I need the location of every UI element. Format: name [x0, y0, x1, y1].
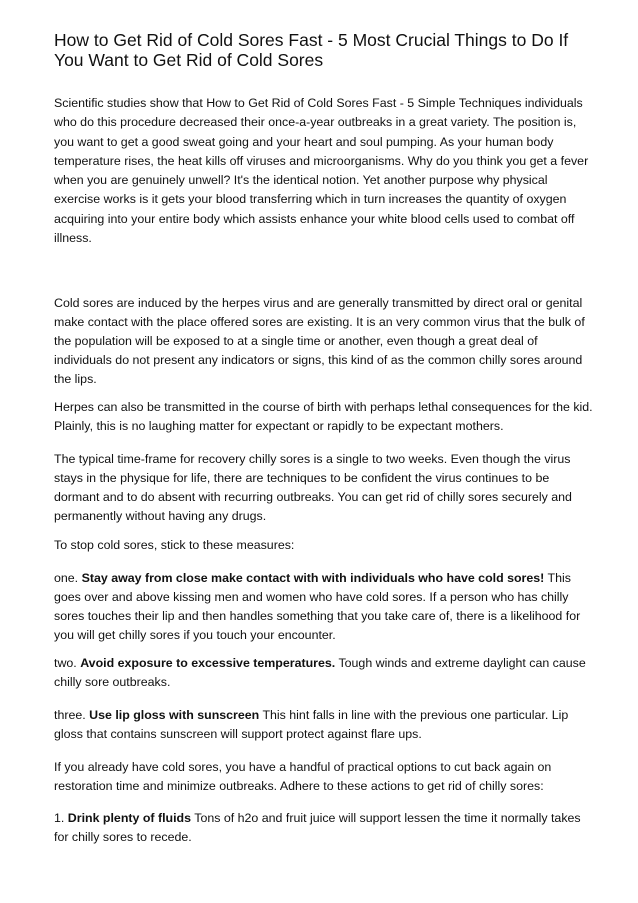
step-one-paragraph — [54, 569, 594, 645]
step-text: This goes over and above kissing men and women who have cold sores. If a person who has chilly sores touches their lip and then handles something that you take care of, there is a likelihood for you will get chilly sores if you touch your encounter. — [54, 571, 581, 642]
cause-paragraph: Cold sores are induced by the herpes virus and are generally transmitted by direct oral or genital make contact with the place offered sores are existing. It is an very common virus that the bulk of the population will be exposed to at a single time or another, even though a great deal of individuals do not present any indicators or signs, this kind of as the common chilly sores around the lips. — [54, 296, 585, 386]
step-heading: Stay away from close make contact with with individuals who have cold sores! — [81, 571, 545, 585]
birth-paragraph: Herpes can also be transmitted in the course of birth with perhaps lethal consequences for the kid. Plainly, this is no laughing matter for expectant or rapidly to be expectant mothers. — [54, 400, 593, 433]
step-heading: Avoid exposure to excessive temperatures. — [80, 656, 336, 670]
step-text: This hint falls in line with the previous one particular. Lip gloss that contains sunscreen will support protect against flare ups. — [54, 708, 569, 741]
remedy-one-paragraph — [54, 809, 594, 847]
remedy-heading: Drink plenty of fluids — [67, 811, 192, 825]
stop-intro-paragraph: To stop cold sores, stick to these measures: — [54, 538, 295, 552]
page-title: How to Get Rid of Cold Sores Fast - 5 Most Crucial Things to Do If You Want to Get Rid of Cold Sores — [54, 30, 569, 70]
step-three-paragraph — [54, 706, 594, 744]
step-number: three. — [54, 708, 86, 722]
step-number: two. — [54, 656, 77, 670]
intro-paragraph: Scientific studies show that How to Get Rid of Cold Sores Fast - 5 Simple Techniques individuals who do this procedure decreased their once-a-year outbreaks in a great variety. The position is, you want to get a good sweat going and your heart and soul pumping. As your human body temperature rises, the heat kills off viruses and microorganisms. Why do you think you get a fever when you are genuinely unwell? It's the identical notion. Yet another purpose why physical exercise works is it gets your blood transferring which in turn increases the quantity of oxygen acquiring into your entire body which assists enhance your white blood cells used to combat off illness. — [54, 96, 589, 246]
timeframe-paragraph: The typical time-frame for recovery chilly sores is a single to two weeks. Even though the virus stays in the physique for life, there are techniques to be confident the virus continues to be dormant and to do absent with recurring outbreaks. You can get rid of chilly sores securely and permanently without having any drugs. — [54, 452, 572, 523]
step-text: Tough winds and extreme daylight can cause chilly sore outbreaks. — [54, 656, 586, 689]
already-paragraph: If you already have cold sores, you have a handful of practical options to cut back again on restoration time and minimize outbreaks. Adhere to these actions to get rid of chilly sores: — [54, 760, 552, 793]
step-heading: Use lip gloss with sunscreen — [89, 708, 260, 722]
step-two-paragraph — [54, 654, 594, 692]
step-number: one. — [54, 571, 79, 585]
remedy-text: Tons of h2o and fruit juice will support lessen the time it normally takes for chilly sores to recede. — [54, 811, 581, 844]
remedy-number: 1. — [54, 811, 65, 825]
